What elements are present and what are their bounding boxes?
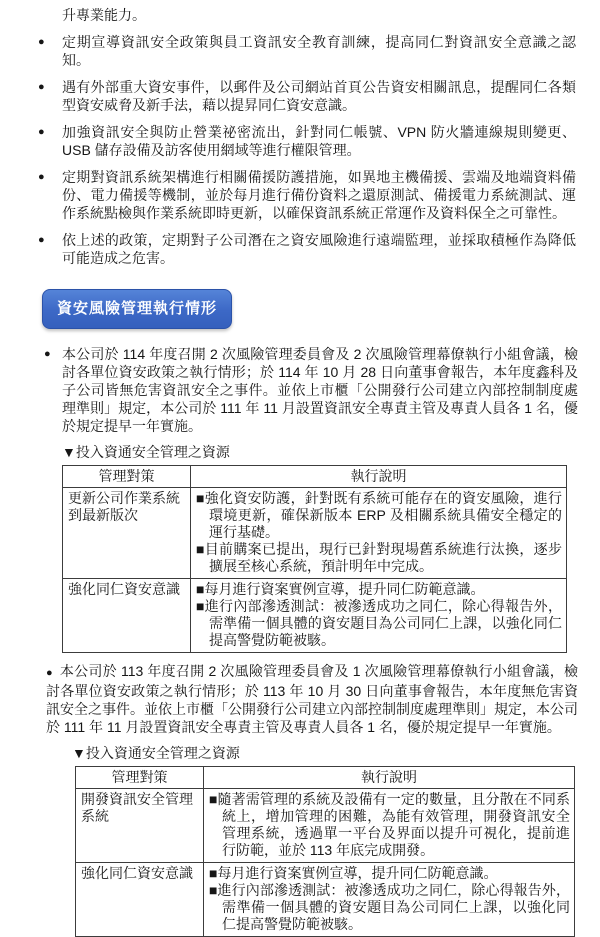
bullet-icon: ● xyxy=(44,348,51,360)
table-header-strategy: 管理對策 xyxy=(76,767,204,789)
description-item: ■隨著需管理的系統及設備有一定的數量，且分散在不同系統上，增加管理的困難，為能有效管理，開發資訊安全管理系統，透過單一平台及界面以提升可視化，提前進行防範，並於 113 年底完成開發。 xyxy=(209,791,570,858)
strategy-cell: 強化同仁資安意識 xyxy=(76,863,204,937)
bullet-icon: ● xyxy=(38,171,45,183)
intro-bullet-text: 定期對資訊系統架構進行相關備援防護措施，如異地主機備援、雲端及地端資料備份、電力備援等機制，並於每月進行備份資料之還原測試、備援電力系統測試、運作系統點檢與作業系統即時更新，以確保資訊系統正常運作及資料保全之可靠性。 xyxy=(62,169,576,221)
description-cell xyxy=(191,579,567,653)
intro-continuation-text: 升專業能力。 xyxy=(62,7,146,23)
table-caption: ▼投入資通安全管理之資源 xyxy=(72,745,240,761)
section-paragraph-text: 本公司於 114 年度召開 2 次風險管理委員會及 2 次風險管理幕僚執行小組會議，檢討各單位資安政策之執行情形；於 114 年 10 月 28 日向董事會報告，本年度鑫科及子公司皆無危害資訊安全之事件。並依上市櫃「公開發行公司建立內部控制制度處理準則」規定，本公司於 111 年 11 月設置資訊安全專責主管及專責人員各 1 名，優於規定提早一年實施。 xyxy=(62,346,578,434)
bullet-icon: ● xyxy=(38,36,45,48)
bullet-icon: ● xyxy=(38,126,45,138)
section-year-114 xyxy=(0,345,600,653)
description-item: ■進行內部滲透測試：被滲透成功之同仁，除心得報告外，需準備一個具體的資安題目為公司同仁上課，以強化同仁提高警覺防範被駭。 xyxy=(209,882,570,932)
section-paragraph xyxy=(0,345,578,435)
section-paragraph xyxy=(0,662,578,736)
description-cell xyxy=(204,789,575,863)
table-row xyxy=(76,789,575,863)
description-item: ■進行內部滲透測試：被滲透成功之同仁，除心得報告外，需準備一個具體的資安題目為公司同仁上課，以強化同仁提高警覺防範被駭。 xyxy=(196,598,562,648)
table-header-strategy: 管理對策 xyxy=(63,466,191,488)
intro-bullet-text: 遇有外部重大資安事件，以郵件及公司網站首頁公告資安相關訊息，提醒同仁各類型資安威脅及新手法，藉以提昇同仁資安意識。 xyxy=(62,79,576,113)
intro-bullet-text: 依上述的政策，定期對子公司潛在之資安風險進行遠端監理，並採取積極作為降低可能造成之危害。 xyxy=(62,232,576,266)
intro-bullet-item xyxy=(0,78,576,114)
description-item: ■每月進行資案實例宣導，提升同仁防範意識。 xyxy=(209,865,498,881)
section-paragraph-text: 本公司於 113 年度召開 2 次風險管理委員會及 1 次風險管理幕僚執行小組會議，檢討各單位資安政策之執行情形；於 113 年 10 月 30 日向董事會報告，本年度無危害資訊安全之事件。並依上市櫃「公開發行公司建立內部控制制度處理準則」規定，本公司於 111 年 11 月設置資訊安全專責主管及專責人員各 1 名，優於規定提早一年實施。 xyxy=(46,663,578,735)
table-header-description: 執行說明 xyxy=(191,466,567,488)
bullet-icon: ● xyxy=(46,667,53,679)
description-cell xyxy=(204,863,575,937)
bullet-icon: ● xyxy=(38,234,45,246)
table-header-row xyxy=(63,466,567,488)
intro-bullet-item xyxy=(0,33,576,69)
intro-bullet-item xyxy=(0,231,576,267)
intro-bullet-text: 定期宣導資訊安全政策與員工資訊安全教育訓練，提高同仁對資訊安全意識之認知。 xyxy=(62,34,576,68)
table-row xyxy=(63,488,567,579)
section-heading-badge xyxy=(42,289,232,329)
table-header-row xyxy=(76,767,575,789)
table-header-description: 執行說明 xyxy=(204,767,575,789)
document-page xyxy=(0,6,600,937)
strategy-cell: 更新公司作業系統到最新版次 xyxy=(63,488,191,579)
strategy-cell: 強化同仁資安意識 xyxy=(63,579,191,653)
intro-bullet-item xyxy=(0,123,576,159)
resources-table-114 xyxy=(62,465,567,653)
section-year-113 xyxy=(0,662,600,937)
intro-bullet-item xyxy=(0,168,576,222)
resources-table-113 xyxy=(75,766,575,937)
description-item: ■每月進行資案實例宣導，提升同仁防範意識。 xyxy=(196,581,485,597)
table-caption: ▼投入資通安全管理之資源 xyxy=(62,444,230,460)
description-item: ■目前購案已提出，現行已針對現場舊系統進行汰換，逐步擴展至核心系統，預計明年中完成。 xyxy=(196,541,562,574)
section-heading-label: 資安風險管理執行情形 xyxy=(57,300,218,317)
strategy-cell: 開發資訊安全管理系統 xyxy=(76,789,204,863)
intro-bullet-text: 加強資訊安全與防止營業祕密流出，針對同仁帳號、VPN 防火牆連線規則變更、USB 儲存設備及訪客使用網域等進行權限管理。 xyxy=(62,124,576,158)
table-row xyxy=(63,579,567,653)
description-item: ■強化資安防護，針對既有系統可能存在的資安風險，進行環境更新，確保新版本 ERP 及相關系統具備安全穩定的運行基礎。 xyxy=(196,490,562,540)
table-row xyxy=(76,863,575,937)
bullet-icon: ● xyxy=(38,81,45,93)
description-cell xyxy=(191,488,567,579)
